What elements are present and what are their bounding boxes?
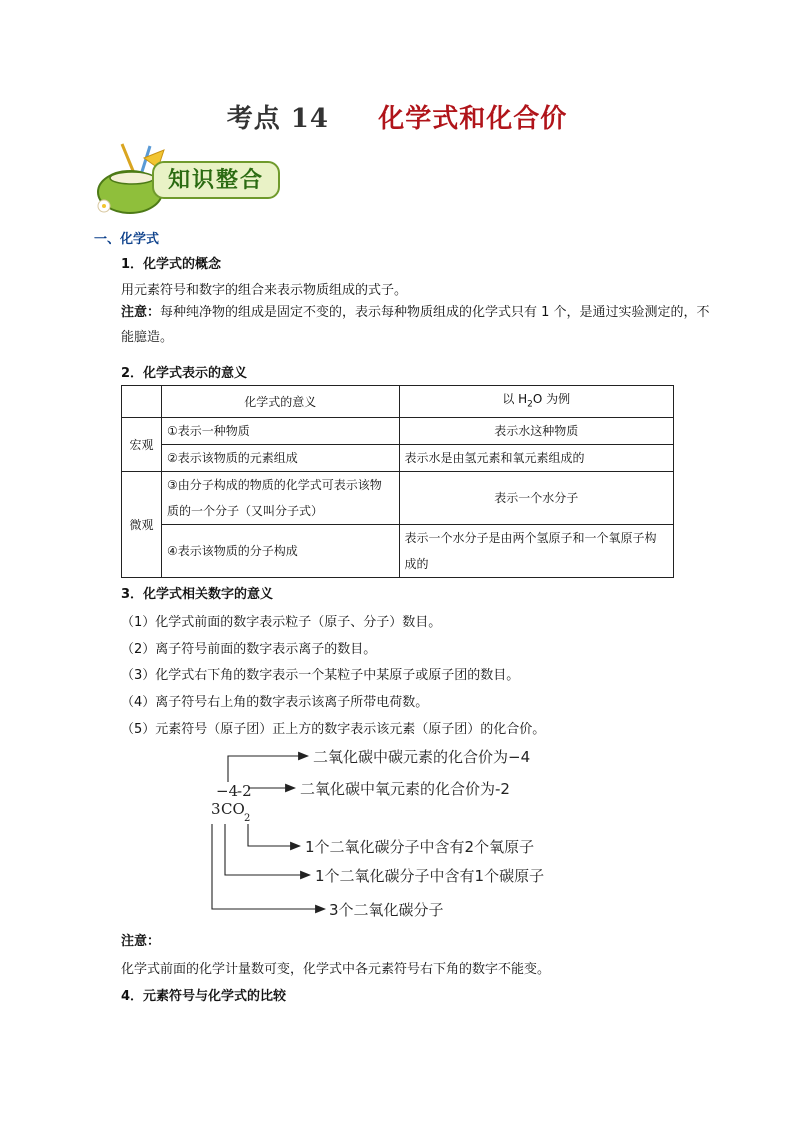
definition-text: 用元素符号和数字的组合来表示物质组成的式子。 <box>121 283 408 298</box>
label-o-atoms: 1个二氧化碳分子中含有2个氧原子 <box>305 838 535 856</box>
table-row <box>122 445 674 472</box>
co2-diagram-svg <box>200 742 600 922</box>
page-title <box>0 98 794 135</box>
knowledge-banner <box>92 140 282 215</box>
example-cell: 表示一个水分子 <box>399 472 674 525</box>
banner-label: 知识整合 <box>152 161 280 199</box>
note-text: 每种纯净物的组成是固定不变的，表示每种物质组成的化学式只有 1 个，是通过实验测定的，不能臆造。 <box>121 305 710 345</box>
arrow-line <box>248 824 300 846</box>
example-cell: 表示水是由氢元素和氧元素组成的 <box>399 445 674 472</box>
label-molecules: 3个二氧化碳分子 <box>329 901 444 919</box>
valence-c: −4 <box>216 782 239 800</box>
arrow-line <box>225 824 310 875</box>
header-example: 以 $H_2O$ 为例 <box>399 386 674 418</box>
table-corner-cell <box>122 386 162 418</box>
formula: CO <box>221 800 245 818</box>
subscript: 2 <box>244 813 251 824</box>
example-cell: 表示水这种物质 <box>399 418 674 445</box>
note-label: 注意： <box>121 305 161 320</box>
list-item: （1）化学式前面的数字表示粒子（原子、分子）数目。 <box>121 615 442 630</box>
label-c-atom: 1个二氧化碳分子中含有1个碳原子 <box>315 867 545 885</box>
meaning-cell: ③由分子构成的物质的化学式可表示该物质的一个分子（又叫分子式） <box>161 472 399 525</box>
meaning-cell: ④表示该物质的分子构成 <box>161 525 399 578</box>
table-row <box>122 472 674 525</box>
coefficient: 3 <box>211 800 221 818</box>
example-cell: 表示一个水分子是由两个氢原子和一个氧原子构成的 <box>399 525 674 578</box>
topic-title: 化学式和化合价 <box>378 104 568 134</box>
note-text-2: 化学式前面的化学计量数可变，化学式中各元素符号右下角的数字不能变。 <box>121 962 551 977</box>
subheading-concept: 1．化学式的概念 <box>121 257 222 272</box>
note-paragraph <box>121 300 711 350</box>
meaning-cell: ①表示一种物质 <box>161 418 399 445</box>
micro-label: 微观 <box>122 472 162 578</box>
table-row <box>122 418 674 445</box>
table-header-row <box>122 386 674 418</box>
topic-number: 考点 14 <box>226 104 329 134</box>
label-c-valence: 二氧化碳中碳元素的化合价为−4 <box>313 748 531 766</box>
arrow-line <box>212 824 325 909</box>
co2-diagram <box>200 742 600 922</box>
list-item: （4）离子符号右上角的数字表示该离子所带电荷数。 <box>121 695 429 710</box>
label-o-valence: 二氧化碳中氧元素的化合价为-2 <box>300 780 510 798</box>
arrow-line <box>228 756 308 782</box>
list-item: （5）元素符号（原子团）正上方的数字表示该元素（原子团）的化合价。 <box>121 722 546 737</box>
subheading-comparison: 4．元素符号与化学式的比较 <box>121 989 287 1004</box>
subheading-numbers: 3．化学式相关数字的意义 <box>121 587 274 602</box>
meaning-cell: ②表示该物质的元素组成 <box>161 445 399 472</box>
list-item: （2）离子符号前面的数字表示离子的数目。 <box>121 642 377 657</box>
valence-o: -2 <box>237 782 252 800</box>
header-meaning: 化学式的意义 <box>161 386 399 418</box>
meaning-table <box>121 385 674 578</box>
table-row <box>122 525 674 578</box>
list-item: （3）化学式右下角的数字表示一个某粒子中某原子或原子团的数目。 <box>121 668 520 683</box>
subheading-meaning: 2．化学式表示的意义 <box>121 366 248 381</box>
macro-label: 宏观 <box>122 418 162 472</box>
section-heading: 一、化学式 <box>94 232 160 247</box>
note-label-2: 注意： <box>121 934 161 949</box>
